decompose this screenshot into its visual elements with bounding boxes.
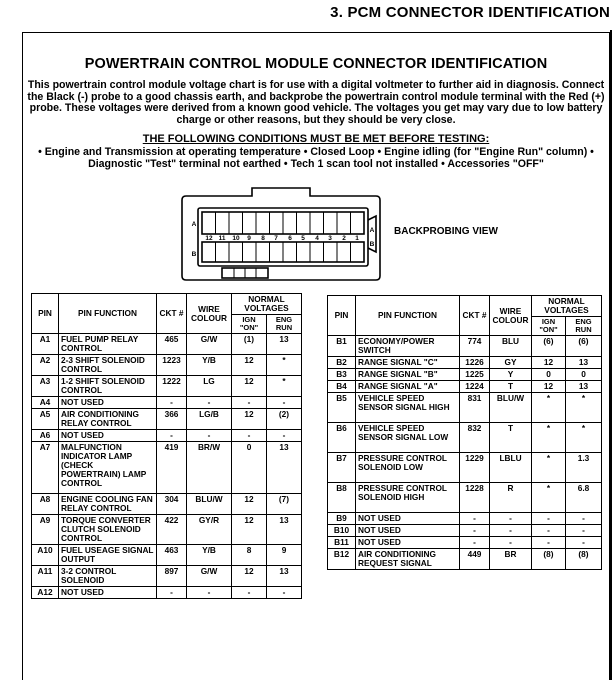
pin-function-cell: NOT USED xyxy=(356,525,460,537)
ckt-cell: 774 xyxy=(460,336,490,357)
wire-colour-cell: BLU xyxy=(490,336,532,357)
pin-function-cell: NOT USED xyxy=(356,513,460,525)
ign-on-voltage-cell: * xyxy=(532,483,566,513)
eng-run-voltage-cell: * xyxy=(566,423,602,453)
pin-cell: B11 xyxy=(328,537,356,549)
pin-cell: A5 xyxy=(32,409,59,430)
pin-function-cell: PRESSURE CONTROL SOLENOID HIGH xyxy=(356,483,460,513)
eng-run-voltage-cell: - xyxy=(566,525,602,537)
table-row xyxy=(328,537,602,549)
wire-colour-cell: Y xyxy=(490,369,532,381)
ckt-cell: - xyxy=(157,430,187,442)
eng-run-voltage-cell: - xyxy=(566,537,602,549)
pin-number: 3 xyxy=(328,235,332,242)
pin-cell: B6 xyxy=(328,423,356,453)
wire-colour-cell: BR/W xyxy=(187,442,232,494)
section-header: 3. PCM CONNECTOR IDENTIFICATION xyxy=(330,4,610,21)
pin-number: 6 xyxy=(288,235,292,242)
pin-function-cell: RANGE SIGNAL "A" xyxy=(356,381,460,393)
conditions-title: THE FOLLOWING CONDITIONS MUST BE MET BEFORE TESTING: xyxy=(142,133,490,145)
ckt-cell: 422 xyxy=(157,515,187,545)
ign-on-voltage-cell: 12 xyxy=(532,381,566,393)
ign-on-voltage-cell: - xyxy=(532,537,566,549)
pin-function-cell: PRESSURE CONTROL SOLENOID LOW xyxy=(356,453,460,483)
pin-function-cell: 1-2 SHIFT SOLENOID CONTROL xyxy=(59,376,157,397)
table-row xyxy=(32,334,302,355)
ign-on-voltage-cell: (8) xyxy=(532,549,566,570)
wire-colour-cell: G/W xyxy=(187,566,232,587)
ign-on-voltage-cell: - xyxy=(532,513,566,525)
table-row xyxy=(328,369,602,381)
eng-run-voltage-cell: 13 xyxy=(267,334,302,355)
table-row xyxy=(328,483,602,513)
ckt-header: CKT # xyxy=(157,294,187,334)
wire-colour-cell: Y/B xyxy=(187,545,232,566)
ign-on-header: IGN "ON" xyxy=(532,317,566,336)
pin-number: 11 xyxy=(218,235,226,242)
pin-cell: B2 xyxy=(328,357,356,369)
pin-number: 9 xyxy=(247,235,251,242)
ign-on-voltage-cell: * xyxy=(532,453,566,483)
pin-number: 5 xyxy=(301,235,305,242)
eng-run-voltage-cell: - xyxy=(267,397,302,409)
ckt-cell: 1223 xyxy=(157,355,187,376)
eng-run-header: ENG RUN xyxy=(267,315,302,334)
eng-run-voltage-cell: 13 xyxy=(267,515,302,545)
eng-run-voltage-cell: * xyxy=(566,393,602,423)
eng-run-voltage-cell: 13 xyxy=(267,442,302,494)
pin-function-cell: ECONOMY/POWER SWITCH xyxy=(356,336,460,357)
wire-colour-cell: GY xyxy=(490,357,532,369)
pin-cell: B9 xyxy=(328,513,356,525)
pin-cell: A12 xyxy=(32,587,59,599)
wire-colour-cell: - xyxy=(187,430,232,442)
pin-number: 4 xyxy=(315,235,319,242)
pin-table-b xyxy=(327,295,602,570)
ign-on-voltage-cell: 8 xyxy=(232,545,267,566)
ckt-cell: 1226 xyxy=(460,357,490,369)
pin-table-a xyxy=(31,293,302,599)
table-row xyxy=(328,381,602,393)
row-a-label-right: A xyxy=(369,227,375,234)
eng-run-voltage-cell: - xyxy=(267,430,302,442)
pin-function-cell: ENGINE COOLING FAN RELAY CONTROL xyxy=(59,494,157,515)
table-row xyxy=(32,545,302,566)
eng-run-voltage-cell: (2) xyxy=(267,409,302,430)
ign-on-voltage-cell: 0 xyxy=(232,442,267,494)
wire-colour-cell: GY/R xyxy=(187,515,232,545)
table-row xyxy=(32,430,302,442)
pin-cell: B1 xyxy=(328,336,356,357)
pin-cell: A7 xyxy=(32,442,59,494)
ckt-cell: - xyxy=(157,587,187,599)
pin-table-a-body xyxy=(32,334,302,599)
pin-cell: B3 xyxy=(328,369,356,381)
ign-on-header: IGN "ON" xyxy=(232,315,267,334)
ckt-cell: 463 xyxy=(157,545,187,566)
pin-header: PIN xyxy=(32,294,59,334)
pin-function-cell: MALFUNCTION INDICATOR LAMP (CHECK POWERTRAIN) LAMP CONTROL xyxy=(59,442,157,494)
wire-colour-cell: - xyxy=(490,513,532,525)
ckt-cell: 366 xyxy=(157,409,187,430)
ign-on-voltage-cell: * xyxy=(532,423,566,453)
eng-run-voltage-cell: 13 xyxy=(566,381,602,393)
ign-on-voltage-cell: - xyxy=(232,430,267,442)
eng-run-voltage-cell: - xyxy=(267,587,302,599)
pin-cell: A8 xyxy=(32,494,59,515)
pin-cell: A11 xyxy=(32,566,59,587)
ign-on-voltage-cell: 0 xyxy=(532,369,566,381)
table-row xyxy=(32,494,302,515)
ckt-cell: 897 xyxy=(157,566,187,587)
pin-function-cell: AIR CONDITIONING REQUEST SIGNAL xyxy=(356,549,460,570)
pin-cell: B10 xyxy=(328,525,356,537)
ign-on-voltage-cell: (1) xyxy=(232,334,267,355)
eng-run-voltage-cell: 13 xyxy=(566,357,602,369)
pin-function-cell: NOT USED xyxy=(59,587,157,599)
ign-on-voltage-cell: (6) xyxy=(532,336,566,357)
pin-cell: B7 xyxy=(328,453,356,483)
wire-colour-cell: G/W xyxy=(187,334,232,355)
table-row xyxy=(32,566,302,587)
pin-function-cell: FUEL USEAGE SIGNAL OUTPUT xyxy=(59,545,157,566)
wire-colour-cell: - xyxy=(490,537,532,549)
row-b-label: B xyxy=(191,251,197,258)
pin-number: 2 xyxy=(342,235,346,242)
eng-run-voltage-cell: 13 xyxy=(267,566,302,587)
table-row xyxy=(328,357,602,369)
backprobing-view-label: BACKPROBING VIEW xyxy=(394,226,498,237)
ckt-cell: 1228 xyxy=(460,483,490,513)
pin-function-cell: RANGE SIGNAL "C" xyxy=(356,357,460,369)
table-row xyxy=(328,525,602,537)
wire-colour-cell: T xyxy=(490,423,532,453)
wire-colour-cell: BR xyxy=(490,549,532,570)
document-title: POWERTRAIN CONTROL MODULE CONNECTOR IDENTIFICATION xyxy=(84,56,548,72)
wire-colour-cell: T xyxy=(490,381,532,393)
eng-run-voltage-cell: (7) xyxy=(267,494,302,515)
wire-colour-cell: - xyxy=(187,397,232,409)
ign-on-voltage-cell: 12 xyxy=(232,566,267,587)
pin-cell: A6 xyxy=(32,430,59,442)
table-row xyxy=(32,442,302,494)
wire-colour-cell: LG xyxy=(187,376,232,397)
ign-on-voltage-cell: * xyxy=(532,393,566,423)
pin-cell: B12 xyxy=(328,549,356,570)
pin-function-header: PIN FUNCTION xyxy=(59,294,157,334)
pin-cell: A1 xyxy=(32,334,59,355)
pin-table-b-body xyxy=(328,336,602,570)
table-row xyxy=(328,549,602,570)
pin-function-cell: TORQUE CONVERTER CLUTCH SOLENOID CONTROL xyxy=(59,515,157,545)
ckt-cell: 1222 xyxy=(157,376,187,397)
eng-run-voltage-cell: 9 xyxy=(267,545,302,566)
wire-colour-header: WIRE COLOUR xyxy=(187,294,232,334)
pin-function-cell: NOT USED xyxy=(59,430,157,442)
eng-run-voltage-cell: * xyxy=(267,355,302,376)
ckt-cell: 831 xyxy=(460,393,490,423)
pin-function-cell: AIR CONDITIONING RELAY CONTROL xyxy=(59,409,157,430)
wire-colour-cell: - xyxy=(187,587,232,599)
ckt-cell: 419 xyxy=(157,442,187,494)
pin-cell: B4 xyxy=(328,381,356,393)
pin-function-cell: 3-2 CONTROL SOLENOID xyxy=(59,566,157,587)
ckt-cell: - xyxy=(460,513,490,525)
page-edge-rule xyxy=(610,30,612,680)
pin-number: 8 xyxy=(261,235,265,242)
pin-cell: A9 xyxy=(32,515,59,545)
table-row xyxy=(32,515,302,545)
wire-colour-cell: - xyxy=(490,525,532,537)
pin-cell: A2 xyxy=(32,355,59,376)
ign-on-voltage-cell: - xyxy=(532,525,566,537)
table-row xyxy=(32,397,302,409)
pin-cell: B5 xyxy=(328,393,356,423)
ign-on-voltage-cell: 12 xyxy=(232,355,267,376)
eng-run-header: ENG RUN xyxy=(566,317,602,336)
eng-run-voltage-cell: (8) xyxy=(566,549,602,570)
pin-function-cell: VEHICLE SPEED SENSOR SIGNAL LOW xyxy=(356,423,460,453)
ckt-cell: 1229 xyxy=(460,453,490,483)
eng-run-voltage-cell: (6) xyxy=(566,336,602,357)
pin-number: 12 xyxy=(205,235,213,242)
ign-on-voltage-cell: 12 xyxy=(232,494,267,515)
ckt-cell: 1225 xyxy=(460,369,490,381)
normal-voltages-header: NORMAL VOLTAGES xyxy=(532,296,602,317)
ckt-cell: 832 xyxy=(460,423,490,453)
wire-colour-cell: Y/B xyxy=(187,355,232,376)
conditions-text: • Engine and Transmission at operating temperature • Closed Loop • Engine idling (for "Engine Run" column) • Diagnostic "Test" terminal not earthed • Tech 1 scan tool not installed • Accessories "OFF" xyxy=(38,146,594,170)
pin-function-cell: NOT USED xyxy=(356,537,460,549)
pin-cell: A10 xyxy=(32,545,59,566)
ckt-cell: - xyxy=(157,397,187,409)
wire-colour-cell: LG/B xyxy=(187,409,232,430)
wire-colour-cell: R xyxy=(490,483,532,513)
ign-on-voltage-cell: 12 xyxy=(232,409,267,430)
pin-function-cell: NOT USED xyxy=(59,397,157,409)
eng-run-voltage-cell: * xyxy=(267,376,302,397)
wire-colour-cell: BLU/W xyxy=(490,393,532,423)
pin-function-cell: VEHICLE SPEED SENSOR SIGNAL HIGH xyxy=(356,393,460,423)
table-row xyxy=(328,336,602,357)
ckt-cell: 449 xyxy=(460,549,490,570)
eng-run-voltage-cell: 1.3 xyxy=(566,453,602,483)
pin-cell: A4 xyxy=(32,397,59,409)
eng-run-voltage-cell: 6.8 xyxy=(566,483,602,513)
ckt-header: CKT # xyxy=(460,296,490,336)
intro-paragraph: This powertrain control module voltage chart is for use with a digital voltmeter to further aid in diagnosis. Connect the Black (-) probe to a good chassis earth, and backprobe the powertrain control module terminal with the Red (+) probe. These voltages were derived from a known good vehicle. The voltages you get may vary due to low battery charge or other reasons, but they should be very close. xyxy=(27,79,605,126)
table-row xyxy=(32,376,302,397)
table-row xyxy=(328,423,602,453)
wire-colour-cell: BLU/W xyxy=(187,494,232,515)
pin-function-header: PIN FUNCTION xyxy=(356,296,460,336)
table-row xyxy=(32,355,302,376)
ign-on-voltage-cell: - xyxy=(232,397,267,409)
pin-cell: B8 xyxy=(328,483,356,513)
row-b-label-right: B xyxy=(369,241,375,248)
pin-number: 10 xyxy=(232,235,240,242)
pin-function-cell: RANGE SIGNAL "B" xyxy=(356,369,460,381)
pcm-connector-diagram xyxy=(176,186,386,286)
ign-on-voltage-cell: 12 xyxy=(532,357,566,369)
ign-on-voltage-cell: - xyxy=(232,587,267,599)
table-row xyxy=(328,513,602,525)
table-row xyxy=(328,453,602,483)
ckt-cell: - xyxy=(460,525,490,537)
eng-run-voltage-cell: 0 xyxy=(566,369,602,381)
ckt-cell: 1224 xyxy=(460,381,490,393)
normal-voltages-header: NORMAL VOLTAGES xyxy=(232,294,302,315)
wire-colour-cell: LBLU xyxy=(490,453,532,483)
row-a-label: A xyxy=(191,221,197,228)
pin-function-cell: 2-3 SHIFT SOLENOID CONTROL xyxy=(59,355,157,376)
ign-on-voltage-cell: 12 xyxy=(232,376,267,397)
pin-function-cell: FUEL PUMP RELAY CONTROL xyxy=(59,334,157,355)
pin-cell: A3 xyxy=(32,376,59,397)
ckt-cell: 465 xyxy=(157,334,187,355)
table-row xyxy=(328,393,602,423)
pin-number: 7 xyxy=(274,235,278,242)
ckt-cell: 304 xyxy=(157,494,187,515)
pin-header: PIN xyxy=(328,296,356,336)
eng-run-voltage-cell: - xyxy=(566,513,602,525)
table-row xyxy=(32,587,302,599)
ckt-cell: - xyxy=(460,537,490,549)
wire-colour-header: WIRE COLOUR xyxy=(490,296,532,336)
pin-number: 1 xyxy=(355,235,359,242)
table-row xyxy=(32,409,302,430)
ign-on-voltage-cell: 12 xyxy=(232,515,267,545)
